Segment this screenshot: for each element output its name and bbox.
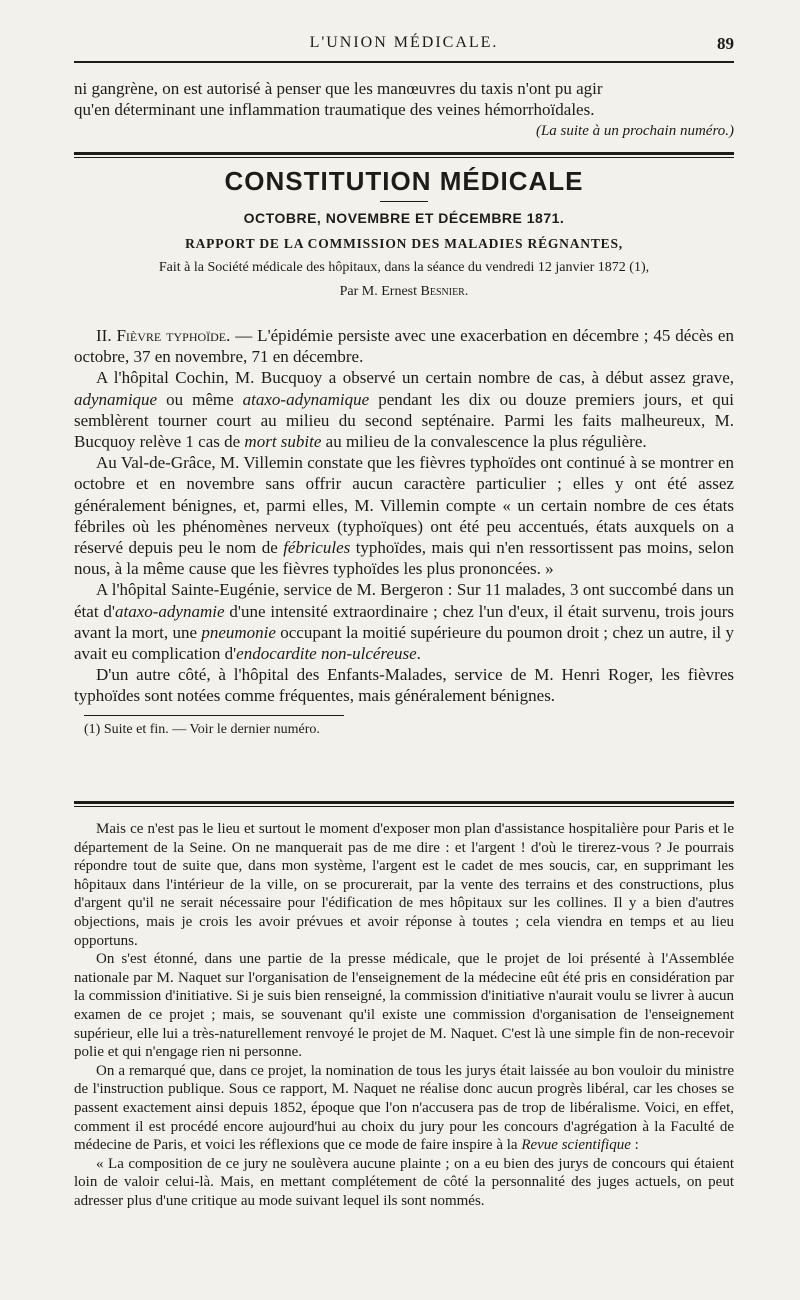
- author-line: Par M. Ernest Besnier.: [339, 284, 469, 299]
- paragraph: II. Fièvre typhoïde. — L'épidémie persiste avec une exacerbation en décembre ; 45 décès en octobre, 37 en novembre, 71 en décembre.: [74, 326, 734, 367]
- section-heading: [74, 166, 734, 300]
- paragraph: « La composition de ce jury ne soulèvera aucune plainte ; on a eu bien des jurys de concours qui étaient loin de valoir celui-là. Mais, en mettant complétement de côté la personnalité des juges actuels, on peut adresser plus d'une critique au mode suivant lequel ils sont nommés.: [74, 1155, 734, 1209]
- article-body: [74, 325, 734, 739]
- journal-title: L'UNION MÉDICALE.: [309, 34, 499, 51]
- title-divider: [380, 201, 428, 202]
- paragraph: On s'est étonné, dans une partie de la presse médicale, que le projet de loi présenté à l'Assemblée nationale par M. Naquet sur l'organisation de l'enseignement de la médecine eût été pris en considération par la commission d'initiative. Si je suis bien renseigné, la commission d'initiative n'aurait voulu se livrer à aucun examen de ce projet ; mais, se souvenant qu'il existe une commission d'organisation de l'enseignement supérieur, elle lui a très-naturellement renvoyé le projet de M. Naquet. C'est là une simple fin de non-recevoir polie et qui n'engage rien ni personne.: [74, 951, 734, 1061]
- feuilleton-column: [74, 820, 734, 1210]
- continuation-note: (La suite à un prochain numéro.): [535, 123, 734, 140]
- paragraph: D'un autre côté, à l'hôpital des Enfants-Malades, service de M. Henri Roger, les fièvres typhoïdes sont notées comme fréquentes, mais généralement bénignes.: [74, 665, 734, 706]
- header-rule: [74, 61, 734, 63]
- footnote: (1) Suite et fin. — Voir le dernier numéro.: [84, 721, 320, 737]
- section-rule-thin: [74, 157, 734, 158]
- page-number: 89: [717, 34, 734, 53]
- paragraph: On a remarqué que, dans ce projet, la nomination de tous les jurys était laissée au bon vouloir du ministre de l'instruction publique. Sous ce rapport, M. Naquet ne réalise donc aucun progrès libéral, car les choses se passent exactement ainsi depuis 1852, époque que l'on n'accusera pas de trop de libéralisme. Voici, en effet, comment il est procédé encore aujourd'hui au choix du jury pour les concours d'agrégation à la Faculté de médecine de Paris, et voici les réflexions que ce mode de faire inspire à la Revue scientifique :: [74, 1062, 734, 1154]
- column-rule-thick: [74, 801, 734, 804]
- period-heading: OCTOBRE, NOVEMBRE ET DÉCEMBRE 1871.: [243, 210, 565, 226]
- footnote-rule: [84, 715, 344, 716]
- column-rule-thin: [74, 806, 734, 807]
- paragraph: A l'hôpital Sainte-Eugénie, service de M. Bergeron : Sur 11 malades, 3 ont succombé dans un état d'ataxo-adynamie d'une intensité extraordinaire ; chez l'un d'eux, il était survenu, trois jours avant la mort, une pneumonie occupant la moitié supérieure du poumon droit ; chez un autre, il y avait eu complication d'endocardite non-ulcéreuse.: [74, 580, 734, 664]
- running-header: [74, 34, 734, 58]
- section-title: CONSTITUTION MÉDICALE: [224, 166, 584, 196]
- subsection-heading: II. Fièvre typhoïde.: [96, 326, 231, 345]
- session-line: Fait à la Société médicale des hôpitaux, dans la séance du vendredi 12 janvier 1872 (1),: [158, 260, 650, 275]
- report-heading: RAPPORT DE LA COMMISSION DES MALADIES RÉGNANTES,: [185, 236, 623, 251]
- continued-article-end: [74, 78, 734, 141]
- paragraph: A l'hôpital Cochin, M. Bucquoy a observé un certain nombre de cas, à début assez grave, adynamique ou même ataxo-adynamique pendant les dix ou douze premiers jours, et qui semblèrent tourner court au milieu du second septénaire. Parmi les faits malheureux, M. Bucquoy relève 1 cas de mort subite au milieu de la convalescence la plus régulière.: [74, 368, 734, 452]
- text-line: ni gangrène, on est autorisé à penser que les manœuvres du taxis n'ont pu agir: [74, 79, 603, 98]
- paragraph: Au Val-de-Grâce, M. Villemin constate que les fièvres typhoïdes ont continué à se montrer en octobre et en novembre sans offrir aucun caractère particulier ; elles y ont été assez généralement bénignes, et, parmi elles, M. Villemin compte « un certain nombre de ces états fébriles où les phénomènes nerveux (typhoïques) ont été peu accentués, états auxquels on a réservé depuis peu le nom de fébricules typhoïdes, mais qui n'en ressortissent pas moins, selon nous, à la même cause que les fièvres typhoïdes les plus prononcées. »: [74, 453, 734, 579]
- section-rule-top: [74, 152, 734, 155]
- text-line: qu'en déterminant une inflammation traumatique des veines hémorrhoïdales.: [74, 100, 595, 120]
- paragraph: Mais ce n'est pas le lieu et surtout le moment d'exposer mon plan d'assistance hospitalière pour Paris et le département de la Seine. On ne manquerait pas de me dire : et l'argent ! d'où le tirerez-vous ? Je pourrais répondre tout de suite que, dans mon système, l'argent est le cadet de mes soucis, car, en supprimant les hôpitaux dans l'intérieur de la ville, on se procurerait, par la vente des terrains et des constructions, plus d'argent qu'il ne serait nécessaire pour l'édification de mes hôpitaux sur les collines. Il y a bien d'autres objections, mais je crois les avoir prévues et avoir réponse à toutes ; cela viendra en temps et au lieu opportuns.: [74, 821, 734, 949]
